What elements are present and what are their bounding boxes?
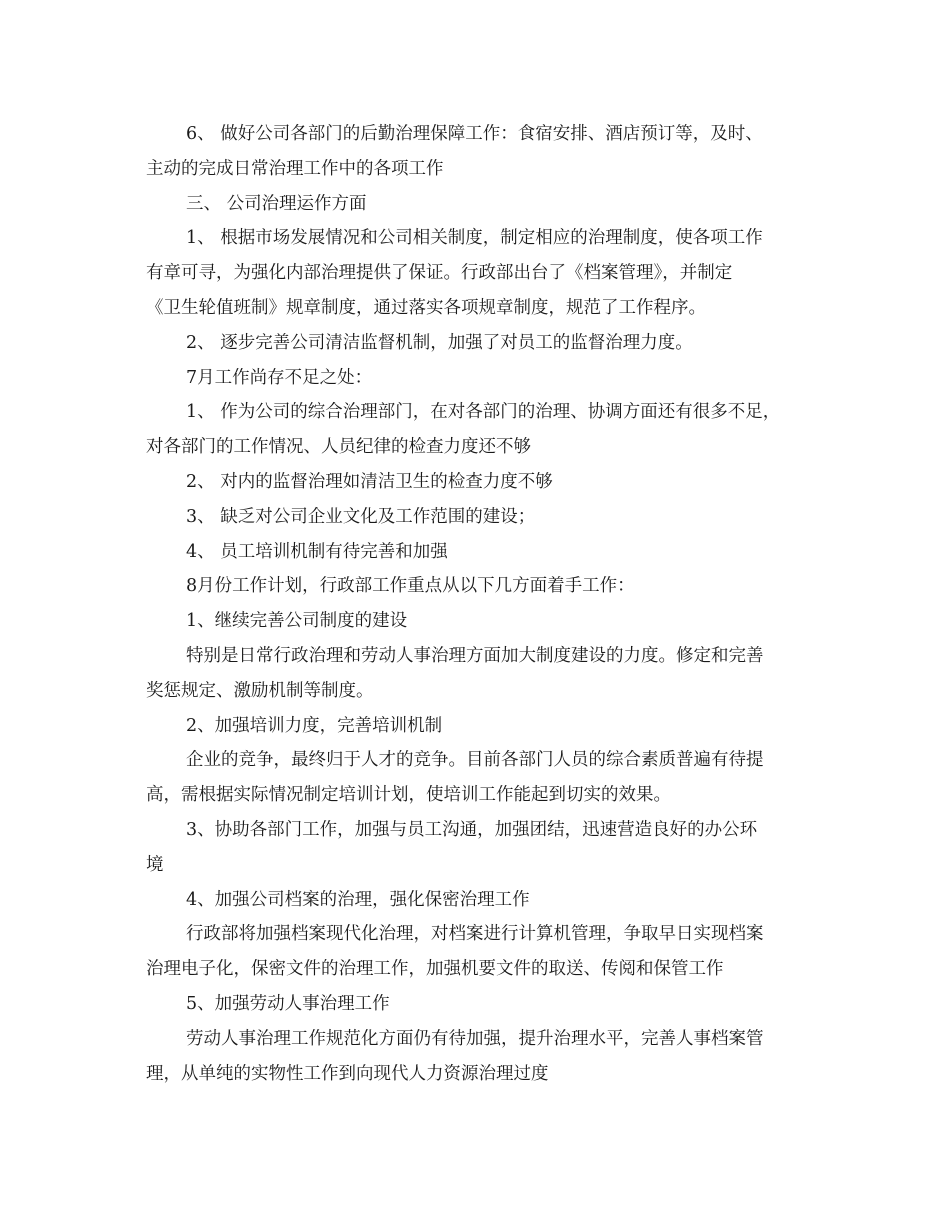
text-line: 行政部将加强档案现代化治理，对档案进行计算机管理，争取早日实现档案 — [186, 924, 764, 945]
text-line: 理，从单纯的实物性工作到向现代人力资源治理过度 — [146, 1063, 549, 1084]
section-heading — [146, 187, 806, 222]
text-line: 2、 逐步完善公司清洁监督机制，加强了对员工的监督治理力度。 — [186, 332, 693, 353]
text-line: 三、 公司治理运作方面 — [186, 193, 367, 214]
paragraph — [146, 395, 806, 465]
text-line: 1、 作为公司的综合治理部门，在对各部门的治理、协调方面还有很多不足， — [186, 402, 781, 423]
paragraph — [146, 1022, 806, 1092]
paragraph — [146, 465, 806, 500]
plan-item-heading — [146, 709, 806, 744]
plan-item-heading — [146, 813, 806, 883]
paragraph — [146, 535, 806, 570]
text-line: 6、 做好公司各部门的后勤治理保障工作：食宿安排、酒店预订等，及时、 — [186, 124, 763, 144]
text-line: 1、继续完善公司制度的建设 — [186, 611, 408, 632]
text-line: 有章可寻，为强化内部治理提供了保证。行政部出台了《档案管理》，并制定 — [146, 263, 733, 284]
plan-item-heading — [146, 883, 806, 918]
text-line: 对各部门的工作情况、人员纪律的检查力度还不够 — [146, 437, 531, 458]
text-line: 1、 根据市场发展情况和公司相关制度，制定相应的治理制度，使各项工作 — [186, 228, 763, 249]
plan-item-heading — [146, 987, 806, 1022]
text-line: 3、 缺乏对公司企业文化及工作范围的建设； — [186, 506, 536, 527]
paragraph — [146, 500, 806, 535]
text-line: 特别是日常行政治理和劳动人事治理方面加大制度建设的力度。修定和完善 — [186, 645, 764, 666]
subsection-heading — [146, 569, 806, 604]
paragraph — [146, 743, 806, 813]
text-line: 《卫生轮值班制》规章制度，通过落实各项规章制度，规范了工作程序。 — [146, 297, 706, 318]
text-line: 2、 对内的监督治理如清洁卫生的检查力度不够 — [186, 471, 553, 492]
text-line: 4、加强公司档案的治理，强化保密治理工作 — [186, 889, 530, 910]
text-line: 高，需根据实际情况制定培训计划，使培训工作能起到切实的效果。 — [146, 785, 671, 806]
text-line: 5、加强劳动人事治理工作 — [186, 993, 390, 1014]
text-line: 7月工作尚存不足之处： — [186, 367, 373, 388]
text-line: 8月份工作计划，行政部工作重点从以下几方面着手工作： — [186, 576, 635, 597]
subsection-heading — [146, 361, 806, 396]
text-line: 2、加强培训力度，完善培训机制 — [186, 715, 443, 736]
text-line: 企业的竞争，最终归于人才的竞争。目前各部门人员的综合素质普遍有待提 — [186, 750, 764, 771]
text-line: 3、协助各部门工作，加强与员工沟通，加强团结，迅速营造良好的办公环 — [186, 819, 758, 840]
text-line: 4、 员工培训机制有待完善和加强 — [186, 541, 448, 562]
paragraph — [146, 639, 806, 709]
document-body — [146, 117, 806, 1091]
paragraph — [146, 221, 806, 325]
text-line: 主动的完成日常治理工作中的各项工作 — [146, 158, 444, 179]
plan-item-heading — [146, 604, 806, 639]
paragraph — [146, 917, 806, 987]
text-line: 治理电子化，保密文件的治理工作，加强机要文件的取送、传阅和保管工作 — [146, 959, 724, 980]
paragraph — [146, 117, 806, 187]
text-line: 奖惩规定、激励机制等制度。 — [146, 680, 374, 701]
text-line: 境 — [146, 854, 164, 875]
paragraph — [146, 326, 806, 361]
text-line: 劳动人事治理工作规范化方面仍有待加强，提升治理水平，完善人事档案管 — [186, 1028, 764, 1049]
